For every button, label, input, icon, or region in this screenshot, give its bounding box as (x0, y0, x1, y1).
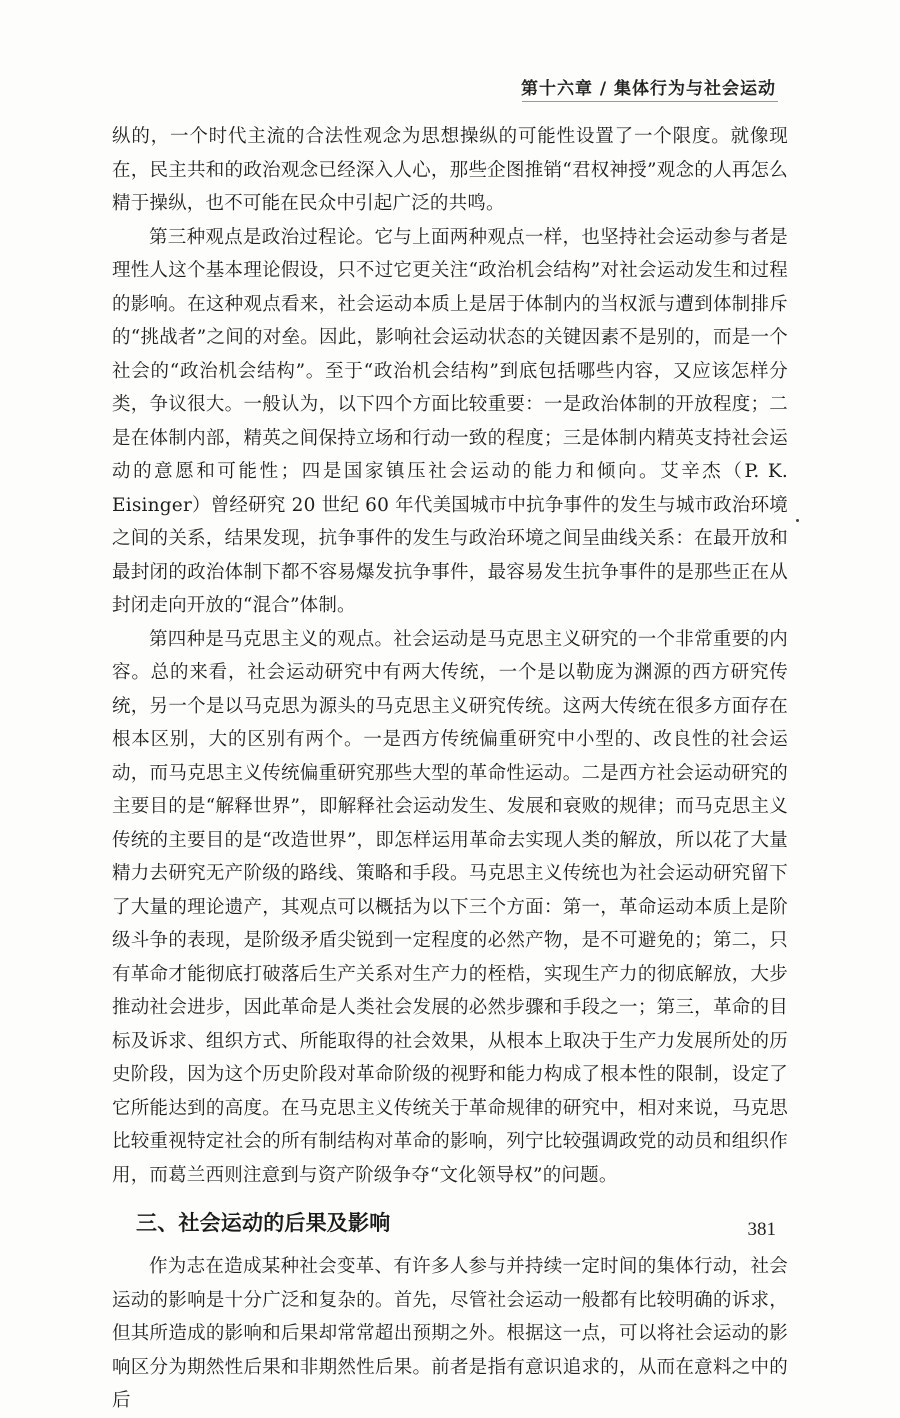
paragraph-marxist-view: 第四种是马克思主义的观点。社会运动是马克思主义研究的一个非常重要的内容。总的来看，社会运动研究中有两大传统，一个是以勒庞为渊源的西方研究传统，另一个是以马克思为源头的马克思主义研究传统。这两大传统在很多方面存在根本区别，大的区别有两个。一是西方传统偏重研究中小型的、改良性的社会运动，而马克思主义传统偏重研究那些大型的革命性运动。二是西方社会运动研究的主要目的是“解释世界”，即解释社会运动发生、发展和衰败的规律；而马克思主义传统的主要目的是“改造世界”，即怎样运用革命去实现人类的解放，所以花了大量精力去研究无产阶级的路线、策略和手段。马克思主义传统也为社会运动研究留下了大量的理论遗产，其观点可以概括为以下三个方面：第一，革命运动本质上是阶级斗争的表现，是阶级矛盾尖锐到一定程度的必然产物，是不可避免的；第二，只有革命才能彻底打破落后生产关系对生产力的桎梏，实现生产力的彻底解放，大步推动社会进步，因此革命是人类社会发展的必然步骤和手段之一；第三，革命的目标及诉求、组织方式、所能取得的社会效果，从根本上取决于生产力发展所处的历史阶段，因为这个历史阶段对革命阶级的视野和能力构成了根本性的限制，设定了它所能达到的高度。在马克思主义传统关于革命规律的研究中，相对来说，马克思比较重视特定社会的所有制结构对革命的影响，列宁比较强调政党的动员和组织作用，而葛兰西则注意到与资产阶级争夺“文化领导权”的问题。 (112, 628, 788, 1186)
section-heading: 三、社会运动的后果及影响 (136, 1211, 391, 1235)
paragraph-continued: 纵的，一个时代主流的合法性观念为思想操纵的可能性设置了一个限度。就像现在，民主共和的政治观念已经深入人心，那些企图推销“君权神授”观念的人再怎么精于操纵，也不可能在民众中引起广泛的共鸣。 (112, 126, 788, 214)
page-number: 381 (747, 1219, 776, 1240)
running-header: 第十六章 / 集体行为与社会运动 (520, 79, 776, 99)
paragraph-consequences: 作为志在造成某种社会变革、有许多人参与并持续一定时间的集体行动，社会运动的影响是十分广泛和复杂的。首先，尽管社会运动一般都有比较明确的诉求，但其所造成的影响和后果却常常超出预期之外。根据这一点，可以将社会运动的影响区分为期然性后果和非期然性后果。前者是指有意识追求的，从而在意料之中的后 (112, 1256, 788, 1411)
page-body (112, 120, 788, 1418)
paragraph-political-process: 第三种观点是政治过程论。它与上面两种观点一样，也坚持社会运动参与者是理性人这个基本理论假设，只不过它更关注“政治机会结构”对社会运动发生和过程的影响。在这种观点看来，社会运动本质上是居于体制内的当权派与遭到体制排斥的“挑战者”之间的对垒。因此，影响社会运动状态的关键因素不是别的，而是一个社会的“政治机会结构”。至于“政治机会结构”到底包括哪些内容，又应该怎样分类，争议很大。一般认为，以下四个方面比较重要：一是政治体制的开放程度；二是在体制内部，精英之间保持立场和行动一致的程度；三是体制内精英支持社会运动的意愿和可能性；四是国家镇压社会运动的能力和倾向。艾辛杰（P. K. Eisinger）曾经研究 20 世纪 60 年代美国城市中抗争事件的发生与城市政治环境之间的关系，结果发现，抗争事件的发生与政治环境之间呈曲线关系：在最开放和最封闭的政治体制下都不容易爆发抗争事件，最容易发生抗争事件的是那些正在从封闭走向开放的“混合”体制。 (112, 226, 788, 616)
header-rule (522, 101, 778, 102)
scan-speck (796, 519, 799, 522)
